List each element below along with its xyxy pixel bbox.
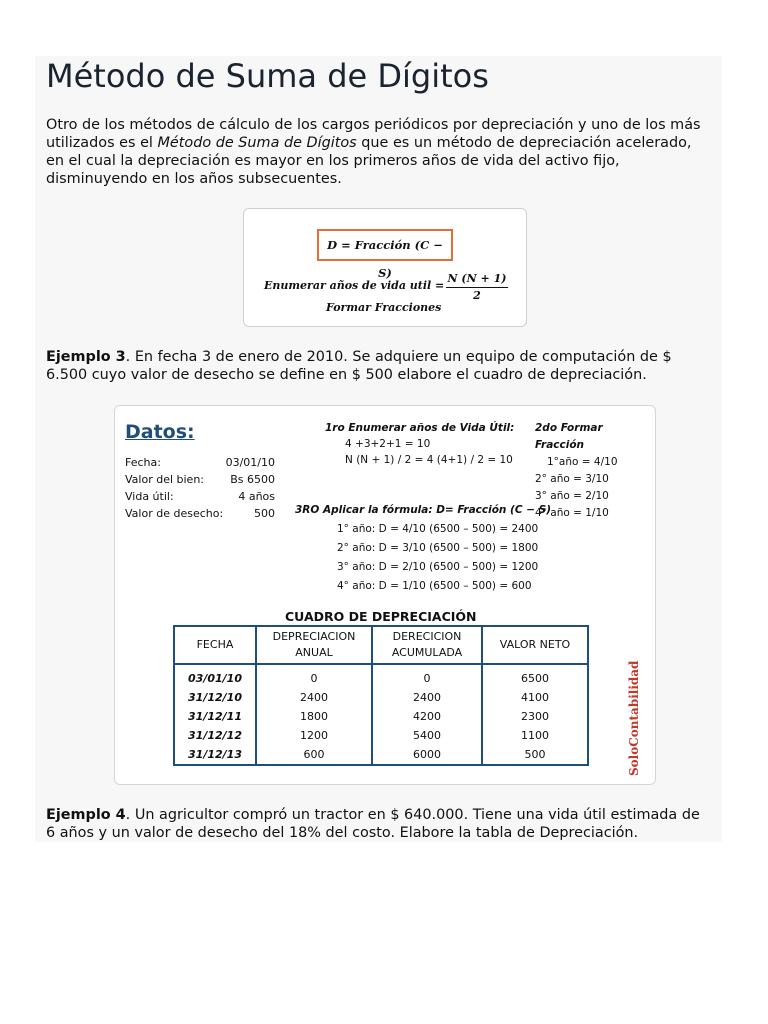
table-row: 31/12/13 600 6000 500 [174, 745, 588, 765]
step2-line: 2° año = 3/10 [535, 473, 609, 485]
depreciation-table [173, 625, 589, 766]
intro-paragraph: Otro de los métodos de cálculo de los cargos periódicos por depreciación y uno de los más utilizados es el Método de Suma de Dígitos que es un método de depreciación acelerado, en el cual la depreciación es mayor en los primeros años de vida del activo fijo, disminuyendo en los años subsecuentes. [46, 117, 701, 187]
step3-line: 3° año: D = 2/10 (6500 – 500) = 1200 [337, 561, 539, 573]
intro-emphasis: Método de Suma de Dígitos [157, 135, 357, 151]
step2-head: 2do Formar Fracción [535, 422, 603, 451]
step1 [325, 420, 535, 468]
formula-main: D = Fracción (C − S) [317, 229, 453, 261]
step3-head: 3RO Aplicar la fórmula: D= Fracción (C − S) [295, 504, 552, 516]
formula-formar: Formar Fracciones [326, 301, 442, 314]
datos-row: Fecha: 03/01/10 [125, 456, 275, 469]
col-acumulada: DERECICION ACUMULADA [372, 626, 482, 664]
example4-label: Ejemplo 4 [46, 807, 126, 823]
col-fecha: FECHA [174, 626, 256, 664]
step1-line: 4 +3+2+1 = 10 [345, 438, 431, 450]
cuadro-title: CUADRO DE DEPRECIACIÓN [285, 609, 477, 624]
example3-paragraph: Ejemplo 3. En fecha 3 de enero de 2010. Se adquiere un equipo de computación de $ 6.500 cuyo valor de desecho se define en $ 500 elabore el cuadro de depreciación. [46, 349, 672, 383]
table-row: 31/12/10 2400 2400 4100 [174, 688, 588, 707]
datos-row: Valor del bien: Bs 6500 [125, 473, 275, 486]
table-row: 31/12/12 1200 5400 1100 [174, 726, 588, 745]
watermark-logo: SoloContabilidad [627, 660, 641, 776]
table-row: 31/12/11 1800 4200 2300 [174, 707, 588, 726]
step3-line: 1° año: D = 4/10 (6500 – 500) = 2400 [337, 523, 539, 535]
formula-frac-num: N (N + 1) [446, 271, 508, 288]
example3-label: Ejemplo 3 [46, 349, 126, 365]
example4-paragraph: Ejemplo 4. Un agricultor compró un tractor en $ 640.000. Tiene una vida útil estimada de 6 años y un valor de desecho del 18% del costo. Elabore la tabla de Depreciación. [46, 807, 700, 841]
formula-frac-den: 2 [473, 289, 481, 302]
datos-title: Datos: [125, 421, 195, 443]
step2-line: 4° año = 1/10 [535, 507, 609, 519]
page-title: Método de Suma de Dígitos [46, 57, 489, 95]
datos-list [125, 454, 275, 522]
datos-row: Valor de desecho: 500 [125, 507, 275, 520]
example-image [114, 405, 656, 785]
step3-line: 4° año: D = 1/10 (6500 – 500) = 600 [337, 580, 532, 592]
formula-image [243, 208, 527, 327]
col-depreciacion: DEPRECIACION ANUAL [256, 626, 372, 664]
formula-fraction [446, 271, 508, 304]
datos-row: Vida útil: 4 años [125, 490, 275, 503]
step3 [295, 501, 555, 596]
step1-head: 1ro Enumerar años de Vida Útil: [325, 422, 515, 434]
step3-line: 2° año: D = 3/10 (6500 – 500) = 1800 [337, 542, 539, 554]
table-row: 03/01/10 0 0 6500 [174, 664, 588, 688]
col-valor-neto: VALOR NETO [482, 626, 588, 664]
step2-line: 1°año = 4/10 [547, 456, 618, 468]
step2-line: 3° año = 2/10 [535, 490, 609, 502]
table-header-row [174, 626, 588, 664]
formula-enumerar: Enumerar años de vida util = [264, 279, 445, 292]
step1-line: N (N + 1) / 2 = 4 (4+1) / 2 = 10 [345, 454, 513, 466]
